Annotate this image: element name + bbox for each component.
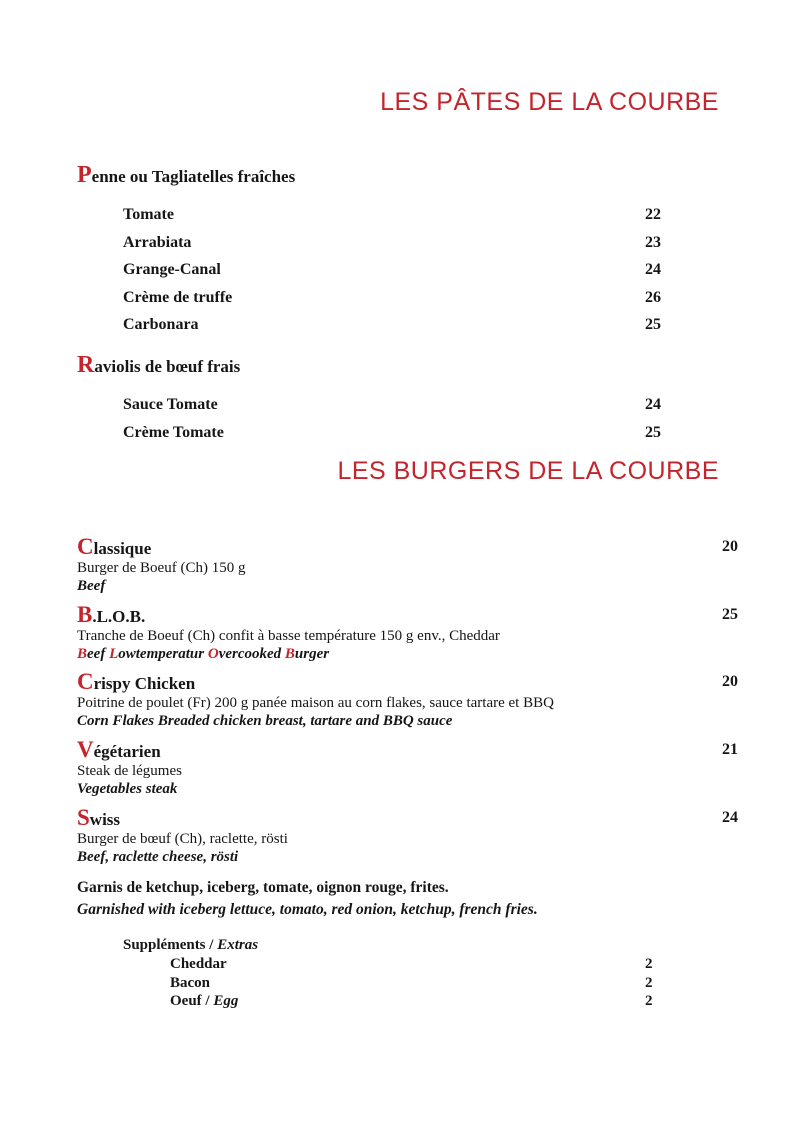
item-initial: S: [77, 805, 90, 830]
item-price: 23: [645, 233, 661, 251]
item-name-line: [77, 535, 795, 560]
item-name-line: [77, 806, 795, 831]
garnish-note-fr: Garnis de ketchup, iceberg, tomate, oignon rouge, frites.: [77, 879, 449, 896]
item-desc-en: [77, 781, 795, 799]
item-price: 2: [645, 993, 653, 1010]
item-price: 22: [645, 206, 661, 223]
supplements-list: [0, 955, 795, 1011]
item-price: 25: [645, 316, 661, 333]
supplements-label-en: Extras: [217, 937, 259, 953]
item-initial: V: [77, 737, 94, 762]
item-initial: B: [77, 602, 93, 627]
desc-segment-red: O: [207, 645, 219, 662]
supplement-row: [0, 955, 795, 974]
item-price: 21: [722, 741, 738, 758]
burger-item-blob: [0, 603, 795, 663]
pasta-items-list: [0, 201, 795, 339]
item-price: 2: [645, 956, 653, 972]
item-name: égétarien: [93, 742, 161, 761]
item-price: 25: [645, 423, 661, 441]
item-desc-fr: Poitrine de poulet (Fr) 200 g panée maison au corn flakes, sauce tartare et BBQ: [77, 695, 554, 711]
item-name: Arrabiata: [123, 233, 192, 251]
item-name-line: [77, 738, 795, 763]
supplement-row: [0, 992, 795, 1011]
burger-item-swiss: [0, 806, 795, 866]
item-price: 24: [645, 261, 661, 278]
group-header-initial: R: [77, 352, 95, 378]
menu-item-row: [0, 256, 795, 284]
burger-item-classique: [0, 535, 795, 595]
burger-item-vegetarien: [0, 738, 795, 798]
supplements-header: [0, 936, 795, 955]
item-name: Oeuf /: [170, 993, 214, 1010]
menu-item-row: [0, 201, 795, 229]
item-price: 24: [645, 396, 661, 413]
desc-segment: owtemperatur: [118, 645, 208, 662]
desc-segment: Beef: [77, 577, 106, 594]
item-desc-fr: Steak de légumes: [77, 763, 182, 779]
group-header-penne: [0, 162, 795, 190]
menu-item-row: [0, 419, 795, 447]
item-initial: C: [77, 534, 94, 559]
desc-segment-red: L: [109, 645, 119, 662]
desc-segment-red: B: [77, 645, 88, 662]
item-name: Carbonara: [123, 316, 199, 333]
desc-segment: vercooked: [218, 645, 285, 662]
item-desc-fr: Burger de bœuf (Ch), raclette, rösti: [77, 831, 288, 847]
desc-segment: eef: [87, 645, 110, 662]
item-price: 2: [645, 974, 653, 991]
supplements-label-fr: Suppléments /: [123, 937, 218, 953]
menu-item-row: [0, 229, 795, 257]
desc-segment-red: B: [284, 645, 295, 662]
item-name: Bacon: [170, 974, 211, 991]
item-desc-en: [77, 578, 795, 596]
item-price: 24: [722, 809, 738, 826]
group-header-raviolis: [0, 352, 795, 380]
item-name: .L.O.B.: [92, 607, 146, 626]
group-header-initial: P: [77, 162, 92, 188]
item-name: Crème Tomate: [123, 423, 224, 441]
item-price: 20: [722, 673, 738, 690]
desc-segment: Beef, raclette cheese, rösti: [77, 848, 239, 865]
item-name-en: Egg: [213, 993, 239, 1010]
supplement-row: [0, 974, 795, 993]
item-price: 20: [722, 538, 738, 555]
item-name: Crème de truffe: [123, 288, 233, 306]
item-name: Sauce Tomate: [123, 396, 218, 413]
burger-item-crispy-chicken: [0, 670, 795, 730]
menu-item-row: [0, 311, 795, 339]
item-price: 25: [722, 606, 738, 623]
item-name: Grange-Canal: [123, 261, 221, 278]
item-desc-fr: Burger de Boeuf (Ch) 150 g: [77, 560, 246, 576]
item-price: 26: [645, 288, 661, 306]
pates-section-title: LES PÂTES DE LA COURBE: [380, 88, 719, 116]
burgers-section-title: LES BURGERS DE LA COURBE: [337, 457, 719, 485]
item-name-line: [77, 603, 795, 628]
desc-segment: Vegetables steak: [77, 780, 178, 797]
item-name: Cheddar: [170, 956, 227, 972]
item-initial: C: [77, 669, 94, 694]
item-desc-en: [77, 713, 795, 731]
item-name: rispy Chicken: [93, 674, 196, 693]
item-name: wiss: [89, 810, 121, 829]
item-name: Tomate: [123, 206, 174, 223]
menu-item-row: [0, 391, 795, 419]
desc-segment: urger: [294, 645, 330, 662]
item-name-line: [77, 670, 795, 695]
item-desc-en: [77, 646, 795, 664]
group-header-text: aviolis de bœuf frais: [94, 357, 241, 376]
item-desc-en: [77, 849, 795, 867]
item-desc-fr: Tranche de Boeuf (Ch) confit à basse température 150 g env., Cheddar: [77, 628, 500, 644]
ravioli-items-list: [0, 391, 795, 446]
item-name: lassique: [93, 539, 152, 558]
menu-item-row: [0, 284, 795, 312]
group-header-text: enne ou Tagliatelles fraîches: [91, 167, 296, 186]
garnish-note-en: Garnished with iceberg lettuce, tomato, red onion, ketchup, french fries.: [77, 901, 538, 918]
desc-segment: Corn Flakes Breaded chicken breast, tartare and BBQ sauce: [77, 712, 453, 729]
